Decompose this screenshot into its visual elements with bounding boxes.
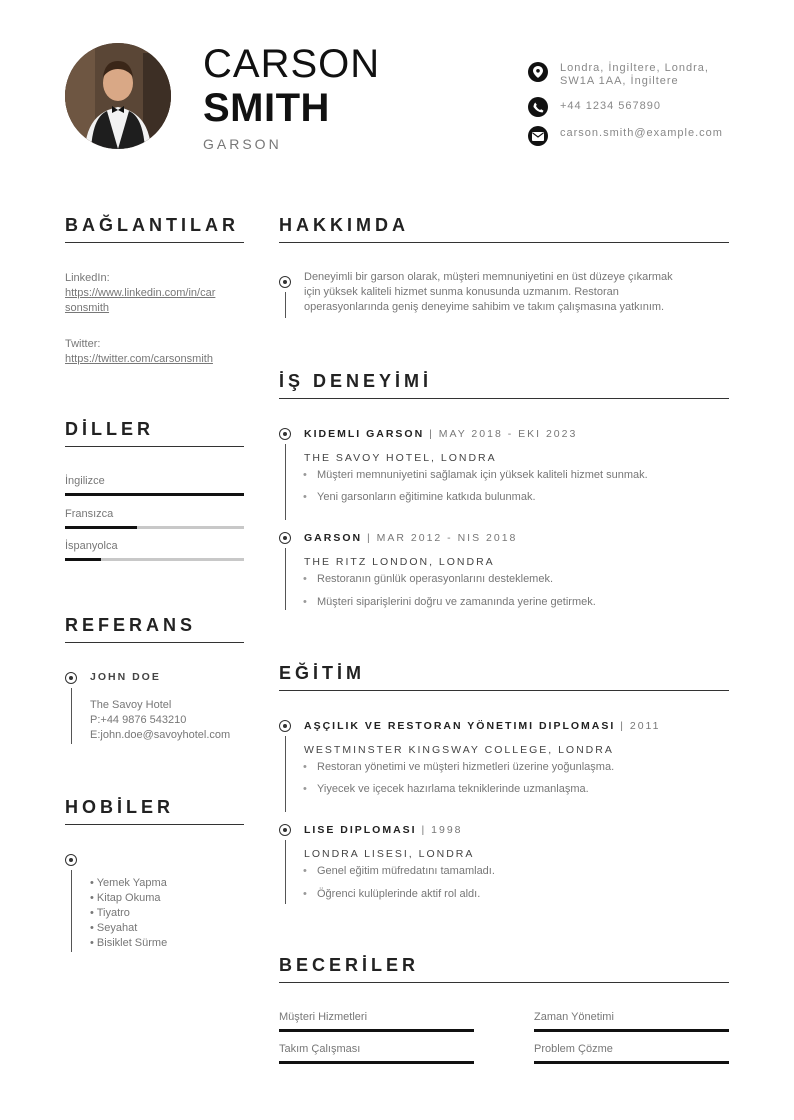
timeline-line [285, 292, 286, 318]
about-text [304, 270, 673, 315]
skills-heading: BECERİLER [279, 955, 729, 983]
address-line-2: SW1A 1AA, İngiltere [560, 75, 679, 87]
job-role: GARSON [304, 532, 363, 544]
degree: LISE DIPLOMASI [304, 824, 417, 836]
linkedin-link-cont[interactable]: sonsmith [65, 302, 110, 314]
about-line: için yüksek kaliteli hizmet sunma konusunda uzmanım. Restoran [304, 286, 619, 298]
degree: AŞÇILIK VE RESTORAN YÖNETIMI DIPLOMASI [304, 720, 616, 732]
profile-photo [65, 43, 171, 149]
edu-bullet: • Genel eğitim müfredatını tamamladı. [317, 865, 495, 877]
edu-year: 1998 [431, 824, 463, 836]
language-level-bar [65, 526, 244, 529]
timeline-line [285, 548, 286, 610]
about-line: Deneyimli bir garson olarak, müşteri memnuniyetini en üst düzeye çıkarmak [304, 271, 673, 283]
edu-bullet: • Öğrenci kulüplerinde aktif rol aldı. [317, 888, 480, 900]
timeline-dot [279, 824, 291, 836]
language-level-fill [65, 558, 101, 561]
timeline-line [71, 688, 72, 744]
language-name: Fransızca [65, 508, 114, 520]
hobby-item: • Bisiklet Sürme [90, 937, 168, 949]
job-title: GARSON [203, 136, 282, 152]
contact-email [528, 126, 723, 146]
timeline-line [285, 736, 286, 812]
reference-heading: REFERANS [65, 615, 244, 643]
skill-name: Zaman Yönetimi [534, 1011, 614, 1023]
separator: | [424, 428, 439, 440]
reference-name: JOHN DOE [90, 671, 161, 683]
skill-item [534, 1011, 729, 1032]
separator: | [362, 532, 377, 544]
language-name: İspanyolca [65, 540, 118, 552]
language-name: İngilizce [65, 475, 105, 487]
job-employer: THE SAVOY HOTEL, LONDRA [304, 452, 497, 464]
skill-name: Problem Çözme [534, 1043, 613, 1055]
edu-bullet: • Restoran yönetimi ve müşteri hizmetleri üzerine yoğunlaşma. [317, 761, 614, 773]
skill-bar [534, 1029, 729, 1032]
hobbies-list [90, 876, 167, 951]
address-line-1: Londra, İngiltere, Londra, [560, 62, 709, 74]
hobby-item: • Seyahat [90, 922, 138, 934]
contact-phone [528, 97, 661, 117]
phone-number: +44 1234 567890 [560, 100, 661, 112]
skill-bar [534, 1061, 729, 1064]
twitter-link[interactable]: https://twitter.com/carsonsmith [65, 353, 213, 365]
language-level-bar [65, 493, 244, 496]
timeline-dot [65, 854, 77, 866]
timeline-dot [279, 720, 291, 732]
language-item [65, 475, 244, 496]
language-item [65, 540, 244, 561]
edu-bullet: • Yiyecek ve içecek hazırlama tekniklerinde uzmanlaşma. [317, 783, 589, 795]
experience-title [304, 532, 517, 544]
language-level-fill [65, 493, 244, 496]
school-name: LONDRA LISESI, LONDRA [304, 848, 475, 860]
timeline-dot [279, 428, 291, 440]
job-bullet: • Yeni garsonların eğitimine katkıda bulunmak. [317, 491, 536, 503]
links-heading: BAĞLANTILAR [65, 215, 244, 243]
about-line: operasyonlarında geniş deneyime sahibim ve takım çalışmasına yatkınım. [304, 301, 665, 313]
email-address: carson.smith@example.com [560, 127, 723, 139]
links-block [65, 271, 215, 367]
twitter-label: Twitter: [65, 338, 101, 350]
skill-name: Takım Çalışması [279, 1043, 361, 1055]
linkedin-link[interactable]: https://www.linkedin.com/in/car [65, 287, 216, 299]
skill-bar [279, 1061, 474, 1064]
job-bullet: • Müşteri siparişlerini doğru ve zamanında yerine getirmek. [317, 596, 596, 608]
about-heading: HAKKIMDA [279, 215, 729, 243]
skill-bar [279, 1029, 474, 1032]
education-title [304, 720, 660, 732]
timeline-line [285, 840, 286, 904]
job-dates: MAR 2012 - NIS 2018 [376, 532, 518, 544]
last-name: SMITH [203, 86, 330, 130]
timeline-dot [279, 276, 291, 288]
education-title [304, 824, 463, 836]
skill-item [279, 1011, 474, 1032]
separator: | [615, 720, 630, 732]
job-role: KIDEMLI GARSON [304, 428, 425, 440]
education-heading: EĞİTİM [279, 663, 729, 691]
reference-company: The Savoy Hotel [90, 699, 172, 711]
hobby-item: • Tiyatro [90, 907, 130, 919]
school-name: WESTMINSTER KINGSWAY COLLEGE, LONDRA [304, 744, 614, 756]
contact-address [528, 62, 709, 88]
reference-email: E:john.doe@savoyhotel.com [90, 729, 231, 741]
timeline-line [285, 444, 286, 520]
envelope-icon [528, 126, 548, 146]
language-level-bar [65, 558, 244, 561]
job-employer: THE RITZ LONDON, LONDRA [304, 556, 495, 568]
job-bullet: • Restoranın günlük operasyonlarını desteklemek. [317, 573, 553, 585]
linkedin-label: LinkedIn: [65, 272, 110, 284]
phone-icon [528, 97, 548, 117]
skill-name: Müşteri Hizmetleri [279, 1011, 368, 1023]
skill-item [534, 1043, 729, 1064]
job-bullet: • Müşteri memnuniyetini sağlamak için yüksek kaliteli hizmet sunmak. [317, 469, 648, 481]
experience-title [304, 428, 577, 440]
hobbies-heading: HOBİLER [65, 797, 244, 825]
reference-phone: P:+44 9876 543210 [90, 714, 187, 726]
language-item [65, 508, 244, 529]
languages-heading: DİLLER [65, 419, 244, 447]
location-pin-icon [528, 62, 548, 82]
language-level-fill [65, 526, 137, 529]
first-name: CARSON [203, 42, 381, 86]
timeline-line [71, 870, 72, 952]
experience-heading: İŞ DENEYİMİ [279, 371, 729, 399]
reference-details [90, 698, 230, 743]
timeline-dot [65, 672, 77, 684]
timeline-dot [279, 532, 291, 544]
hobby-item: • Kitap Okuma [90, 892, 161, 904]
separator: | [416, 824, 432, 836]
skill-item [279, 1043, 474, 1064]
edu-year: 2011 [629, 720, 661, 732]
hobby-item: • Yemek Yapma [90, 877, 167, 889]
job-dates: MAY 2018 - EKI 2023 [438, 428, 578, 440]
